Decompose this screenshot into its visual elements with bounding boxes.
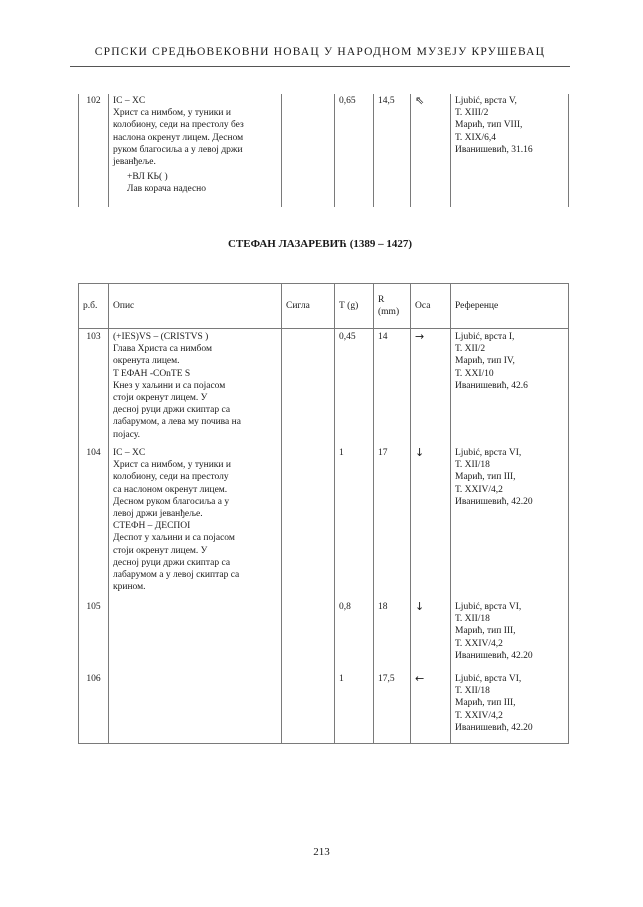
description-line: руком благосиља а у левој држи [113,144,243,155]
description-line: Лав корача надесно [127,184,206,195]
references-cell [451,599,569,671]
reference-line: Т. XXI/10 [455,368,494,379]
description-line: са наслоном окренут лицем. [113,484,228,495]
description-line: наслона окренут лицем. Десном [113,132,244,143]
header-rule [70,66,570,67]
arrow-left-icon: ← [415,672,425,685]
description-line: левој држи јеванђеље. [113,509,203,520]
arrow-up-left-icon: ⇖ [415,94,425,107]
coin-catalogue-table [78,283,569,744]
table-row [79,445,569,599]
running-header: СРПСКИ СРЕДЊОВЕКОВНИ НОВАЦ У НАРОДНОМ МУЗЕЈУ КРУШЕВАЦ [94,46,546,58]
reference-line: Марић, тип III, [455,698,516,709]
reference-line: Ljubić, врста VI, [455,448,522,458]
reference-line: Т. XXIV/4,2 [455,710,503,721]
description-line: IC – XC [113,96,146,106]
table-row [79,94,569,207]
description-line: T ЕФАН -COnTE S [113,368,191,379]
table-row [79,329,569,446]
sigla-cell [282,445,335,599]
reference-line: Марић, тип IV, [455,356,515,367]
diameter-cell: 17,5 [374,671,411,744]
sigla-cell [282,329,335,446]
description-line: СТЕФН – ДЕСПОI [113,521,191,532]
reference-line: Т. XIX/6,4 [455,132,497,143]
row-number: 103 [79,329,109,446]
header-diameter-unit: (mm) [378,307,400,317]
table-row [79,671,569,744]
reference-line: Ljubić, врста VI, [455,602,522,612]
reference-line: Т. XIII/2 [455,108,489,119]
reference-line: Марић, тип VIII, [455,120,523,131]
description-line: Христ са нимбом, у туники и [113,460,231,471]
reference-line: Ljubić, врста V, [455,96,517,106]
table-header-row [79,284,569,329]
axis-cell [411,329,451,446]
description-line: десној руци држи скиптар са [113,557,231,568]
reference-line: Т. XXIV/4,2 [455,484,503,495]
weight-cell: 0,65 [335,94,374,207]
references-cell [451,671,569,744]
arrow-down-icon: ↓ [415,446,425,459]
references-cell [451,329,569,446]
references-cell [451,94,569,207]
description-line: Деспот у хаљини и са појасом [113,533,235,544]
reference-line: Т. XII/18 [455,460,490,471]
reference-line: Ljubić, врста VI, [455,674,522,684]
reference-line: Иванишевић, 42.20 [455,722,533,733]
row-number: 104 [79,445,109,599]
axis-cell [411,445,451,599]
description-line: колобиону, седи на престолу без [113,120,244,131]
description-line: Христ са нимбом, у туники и [113,108,231,119]
description-line: стоји окренут лицем. У [113,393,208,404]
description-line: лабарумом а у левој скиптар са [113,570,240,581]
reference-line: Т. XII/18 [455,614,490,625]
weight-cell: 0,8 [335,599,374,671]
header-diameter-symbol: R [378,294,385,305]
continuation-table [78,94,569,207]
description-line: окренута лицем. [113,356,180,367]
axis-cell [411,599,451,671]
description-line: +ВЛ КЬ( ) [127,172,168,183]
description-line: колобиону, седи на престолу [113,472,229,483]
reference-line: Иванишевић, 42.20 [455,496,533,507]
description-cell [109,599,282,671]
header-opis: Опис [109,284,282,329]
table-row [79,599,569,671]
description-line: (+IES)VS – (CRISTVS ) [113,332,209,342]
header-references: Референце [451,284,569,329]
sigla-cell [282,671,335,744]
weight-cell: 0,45 [335,329,374,446]
description-line: лабарумом, а лева му почива на [113,417,241,428]
axis-cell [411,671,451,744]
description-line: јеванђеље. [113,157,156,168]
reference-line: Т. XII/18 [455,686,490,697]
axis-cell [411,94,451,207]
description-line: крином. [113,582,146,593]
reference-line: Иванишевић, 42.6 [455,380,528,391]
reference-line: Т. XXIV/4,2 [455,638,503,649]
weight-cell: 1 [335,445,374,599]
section-title: СТЕФАН ЛАЗАРЕВИЋ (1389 – 1427) [227,238,413,250]
description-line: IC – XC [113,448,146,458]
description-line: Десном руком благосиља а у [113,496,230,507]
description-cell [109,671,282,744]
reference-line: Ljubić, врста I, [455,332,515,342]
header-diameter [374,284,411,329]
row-number: 105 [79,599,109,671]
description-line: појасу. [113,429,140,440]
sigla-cell [282,94,335,207]
diameter-cell: 14 [374,329,411,446]
description-cell [109,329,282,446]
arrow-right-icon: → [415,330,425,343]
page-number: 213 [313,846,330,858]
description-cell [109,445,282,599]
description-cell [109,94,282,207]
header-rb: р.б. [79,284,109,329]
header-sigla: Сигла [282,284,335,329]
reference-line: Иванишевић, 31.16 [455,144,533,155]
sigla-cell [282,599,335,671]
diameter-cell: 14,5 [374,94,411,207]
reference-line: Марић, тип III, [455,472,516,483]
row-number: 106 [79,671,109,744]
reference-line: Т. XII/2 [455,344,486,355]
header-axis: Оса [411,284,451,329]
weight-cell: 1 [335,671,374,744]
references-cell [451,445,569,599]
row-number: 102 [79,94,109,207]
description-line: Глава Христа са нимбом [113,344,212,355]
description-line: стоји окренут лицем. У [113,545,208,556]
header-weight: Т (g) [335,284,374,329]
diameter-cell: 18 [374,599,411,671]
description-line: Кнез у хаљини и са појасом [113,380,226,391]
diameter-cell: 17 [374,445,411,599]
reference-line: Марић, тип III, [455,626,516,637]
description-line: десној руци држи скиптар са [113,405,231,416]
arrow-down-icon: ↓ [415,600,425,613]
reference-line: Иванишевић, 42.20 [455,650,533,661]
